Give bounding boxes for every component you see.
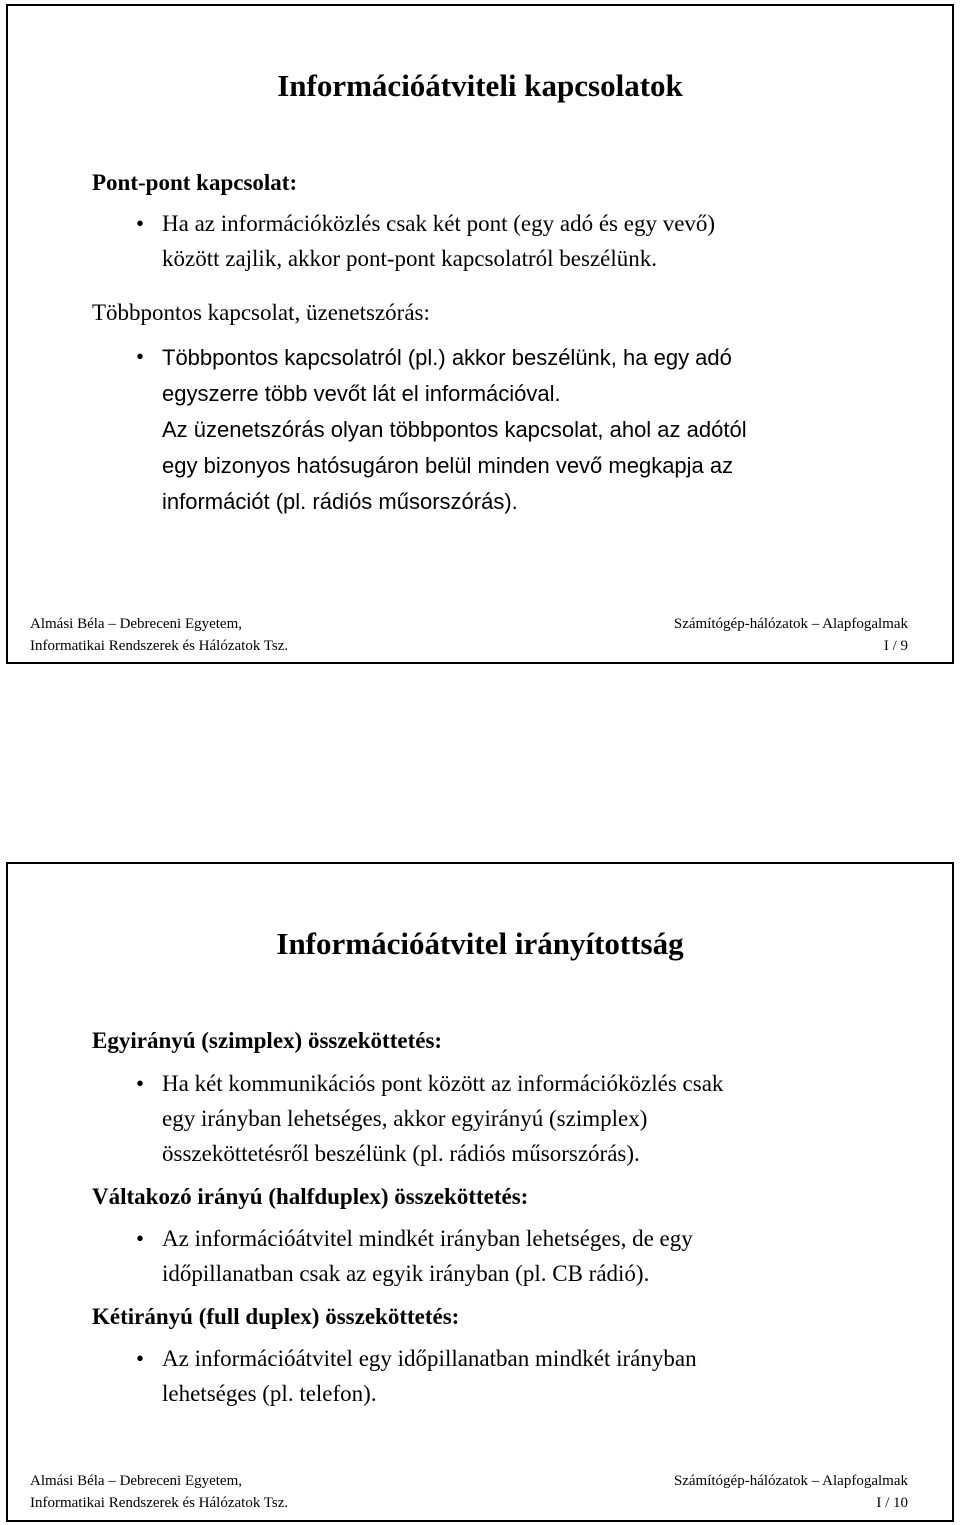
section-heading-multipoint: Többpontos kapcsolat, üzenetszórás:: [92, 300, 430, 325]
bullet-marker: •: [136, 1346, 145, 1371]
bullet-text: Az információátvitel mindkét irányban lehetséges, de egy: [162, 1226, 693, 1251]
bullet-text: egyszerre több vevőt lát el információval.: [162, 381, 561, 406]
bullet-text: Ha az információközlés csak két pont (egy adó és egy vevő): [162, 211, 716, 236]
footer-department: Informatikai Rendszerek és Hálózatok Tsz.: [30, 1495, 289, 1511]
bullet-text: Az információátvitel egy időpillanatban mindkét irányban: [162, 1346, 697, 1371]
footer-page-number: I / 9: [883, 638, 908, 654]
slide-title: Információátviteli kapcsolatok: [277, 68, 683, 103]
bullet-text: Többpontos kapcsolatról (pl.) akkor beszélünk, ha egy adó: [162, 345, 732, 370]
slide-2: [6, 862, 954, 1522]
footer-course: Számítógép-hálózatok – Alapfogalmak: [673, 1473, 908, 1489]
bullet-marker: •: [136, 211, 145, 236]
section-heading-point-to-point: Pont-pont kapcsolat:: [92, 170, 298, 195]
bullet-text: összeköttetésről beszélünk (pl. rádiós műsorszórás).: [162, 1141, 640, 1166]
footer-author: Almási Béla – Debreceni Egyetem,: [30, 1473, 243, 1489]
slide-title: Információátvitel irányítottság: [276, 926, 684, 961]
bullet-marker: •: [136, 1071, 145, 1096]
bullet-text: egy bizonyos hatósugáron belül minden vevő megkapja az: [162, 453, 734, 478]
footer-author: Almási Béla – Debreceni Egyetem,: [30, 616, 243, 632]
footer-course: Számítógép-hálózatok – Alapfogalmak: [673, 616, 908, 632]
bullet-marker: •: [136, 344, 145, 369]
footer-department: Informatikai Rendszerek és Hálózatok Tsz.: [30, 638, 289, 654]
slide-1: [6, 4, 954, 664]
bullet-marker: •: [136, 1226, 145, 1251]
bullet-text: egy irányban lehetséges, akkor egyirányú (szimplex): [162, 1106, 648, 1131]
section-heading-simplex: Egyirányú (szimplex) összeköttetés:: [92, 1028, 443, 1053]
bullet-text: időpillanatban csak az egyik irányban (pl. CB rádió).: [162, 1261, 650, 1286]
bullet-text: információt (pl. rádiós műsorszórás).: [162, 489, 518, 514]
section-heading-fullduplex: Kétirányú (full duplex) összeköttetés:: [92, 1304, 460, 1329]
bullet-text: lehetséges (pl. telefon).: [162, 1381, 377, 1406]
bullet-text: között zajlik, akkor pont-pont kapcsolatról beszélünk.: [162, 246, 658, 271]
bullet-text: Ha két kommunikációs pont között az információközlés csak: [162, 1071, 724, 1096]
section-heading-halfduplex: Váltakozó irányú (halfduplex) összeköttetés:: [92, 1184, 529, 1209]
footer-page-number: I / 10: [876, 1495, 908, 1511]
bullet-text: Az üzenetszórás olyan többpontos kapcsolat, ahol az adótól: [162, 417, 747, 442]
